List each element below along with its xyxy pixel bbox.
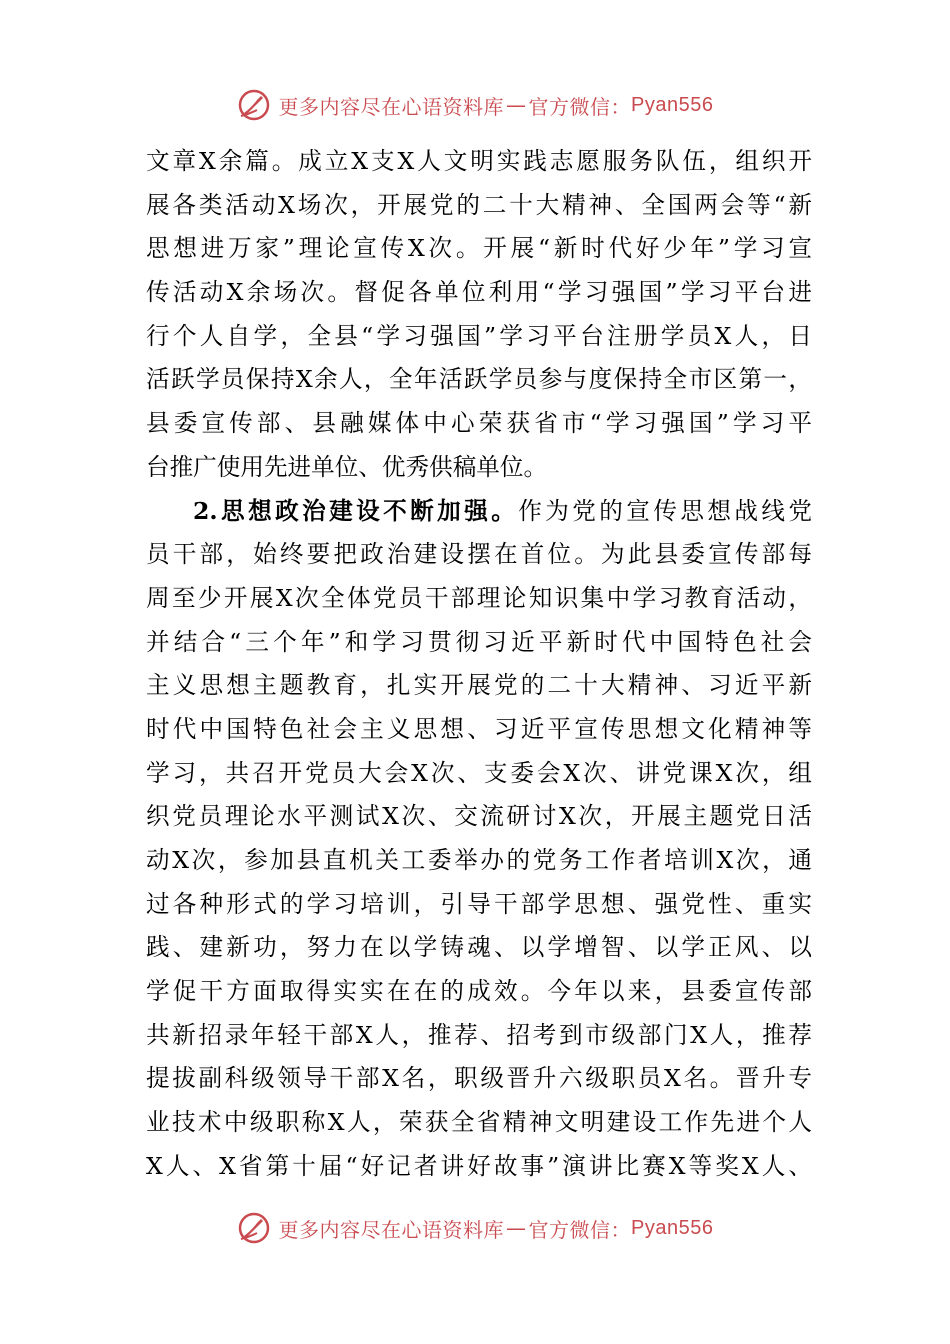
text-line: 并结合“三个年”和学习贯彻习近平新时代中国特色社会 (146, 627, 812, 656)
banner-contact-label: 官方微信： (528, 1217, 632, 1242)
footer-watermark-banner (0, 1208, 950, 1248)
banner-separator: — (506, 93, 527, 117)
text-line: 学促干方面取得实实在在的成效。今年以来，县委宣传部 (146, 977, 812, 1006)
text-line: 展各类活动X场次，开展党的二十大精神、全国两会等“新 (146, 190, 812, 219)
text-line: 员干部，始终要把政治建设摆在首位。为此县委宣传部每 (146, 540, 812, 569)
banner-text: 更多内容尽在心语资料库 (278, 1217, 505, 1242)
banner-contact-label: 官方微信： (528, 94, 632, 119)
paragraph-2 (146, 490, 812, 1189)
text-line: 台推广使用先进单位、优秀供稿单位。 (146, 452, 548, 481)
banner-separator: — (506, 1216, 527, 1240)
text-line: 提拔副科级领导干部X名，职级晋升六级职员X名。晋升专 (146, 1064, 812, 1093)
paragraph-2-first-line (146, 490, 812, 534)
pen-logo-icon (237, 88, 271, 122)
text-line: 周至少开展X次全体党员干部理论知识集中学习教育活动， (146, 583, 812, 612)
text-line: 主义思想主题教育，扎实开展党的二十大精神、习近平新 (146, 671, 812, 700)
text-line: 业技术中级职称X人，荣获全省精神文明建设工作先进个人 (146, 1108, 812, 1137)
section-heading: 2.思想政治建设不断加强。 (193, 496, 519, 525)
banner-text: 更多内容尽在心语资料库 (278, 94, 505, 119)
body-text (146, 140, 812, 1189)
text-line: 践、建新功，努力在以学铸魂、以学增智、以学正风、以 (146, 933, 812, 962)
banner-wechat-id: Pyan556 (631, 1216, 714, 1239)
text-line: 活跃学员保持X余人，全年活跃学员参与度保持全市区第一， (146, 365, 812, 394)
paragraph-1 (146, 140, 812, 490)
text-line: X人、X省第十届“好记者讲好故事”演讲比赛X等奖X人、 (146, 1151, 812, 1180)
text-line: 动X次，参加县直机关工委举办的党务工作者培训X次，通 (146, 846, 812, 874)
pen-logo-icon (237, 1211, 271, 1245)
text-line: 时代中国特色社会主义思想、习近平宣传思想文化精神等 (146, 714, 812, 743)
text-line: 学习，共召开党员大会X次、支委会X次、讲党课X次，组 (146, 758, 812, 787)
text-line: 县委宣传部、县融媒体中心荣获省市“学习强国”学习平 (146, 409, 812, 438)
header-watermark-banner (0, 85, 950, 125)
text-line: 共新招录年轻干部X人，推荐、招考到市级部门X人，推荐 (146, 1020, 812, 1049)
text-line: 文章X余篇。成立X支X人文明实践志愿服务队伍，组织开 (146, 147, 812, 175)
text-line: 织党员理论水平测试X次、交流研讨X次，开展主题党日活 (146, 802, 812, 831)
text-run: 作为党的宣传思想战线党 (518, 496, 812, 525)
text-line: 思想进万家”理论宣传X次。开展“新时代好少年”学习宣 (146, 234, 812, 263)
text-line: 过各种形式的学习培训，引导干部学思想、强党性、重实 (146, 889, 812, 918)
banner-wechat-id: Pyan556 (631, 93, 714, 116)
text-line: 传活动X余场次。督促各单位利用“学习强国”学习平台进 (146, 278, 812, 307)
text-line: 行个人自学，全县“学习强国”学习平台注册学员X人，日 (146, 321, 812, 350)
